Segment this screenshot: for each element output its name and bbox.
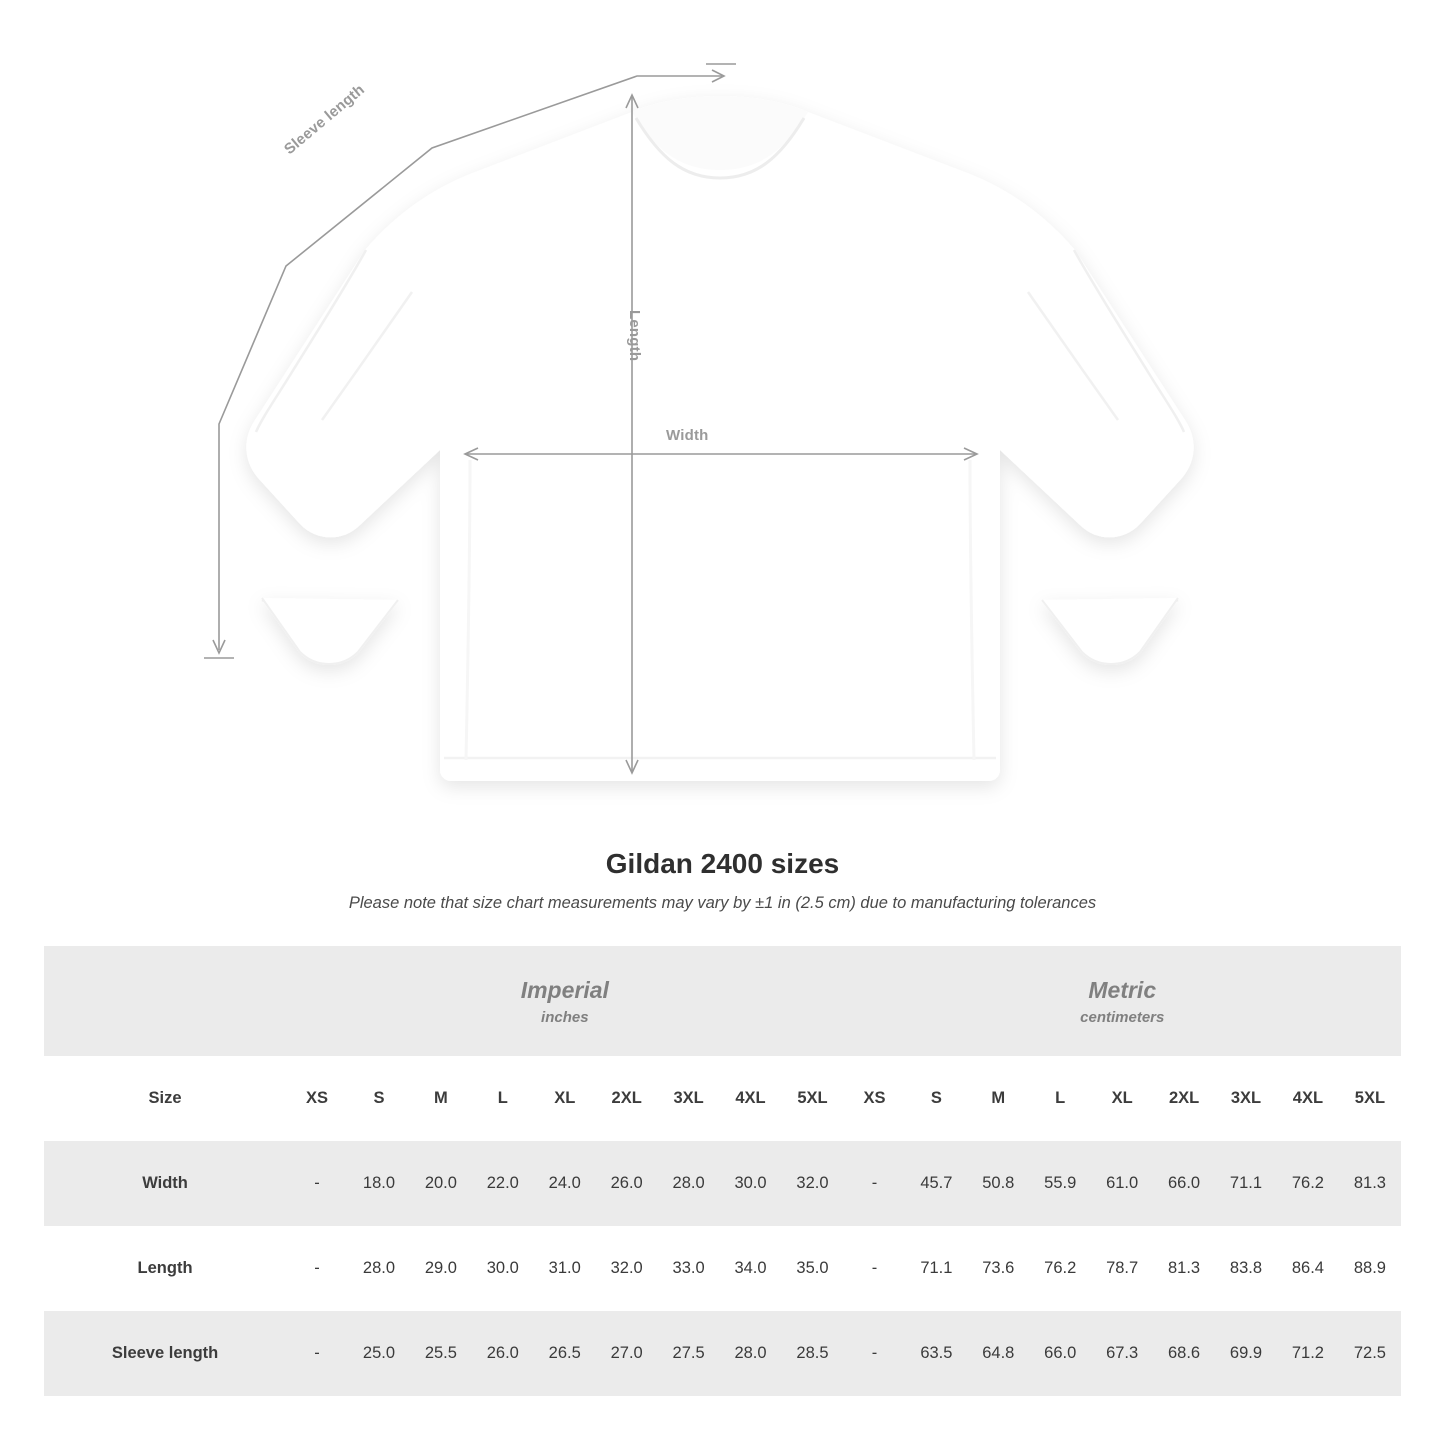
size-col-l-imperial: L	[472, 1056, 534, 1141]
width-dimension-label: Width	[666, 427, 709, 444]
size-col-l-metric: L	[1029, 1056, 1091, 1141]
size-col-m-metric: M	[967, 1056, 1029, 1141]
cell-width-4xl-metric: 76.2	[1277, 1141, 1339, 1226]
unit-header-spacer	[44, 946, 286, 1056]
cell-width-m-metric: 50.8	[967, 1141, 1029, 1226]
cell-width-5xl-imperial: 32.0	[781, 1141, 843, 1226]
cell-length-xl-metric: 78.7	[1091, 1226, 1153, 1311]
cell-width-xl-metric: 61.0	[1091, 1141, 1153, 1226]
cell-width-l-imperial: 22.0	[472, 1141, 534, 1226]
table-row	[44, 1311, 1401, 1396]
cell-length-xs-imperial: -	[286, 1226, 348, 1311]
cell-sleeve-xl-metric: 67.3	[1091, 1311, 1153, 1396]
cell-sleeve-3xl-metric: 69.9	[1215, 1311, 1277, 1396]
size-table-container	[44, 946, 1401, 1396]
table-row	[44, 1141, 1401, 1226]
cell-width-s-metric: 45.7	[905, 1141, 967, 1226]
cell-width-3xl-metric: 71.1	[1215, 1141, 1277, 1226]
cell-length-2xl-metric: 81.3	[1153, 1226, 1215, 1311]
cell-sleeve-l-imperial: 26.0	[472, 1311, 534, 1396]
row-label-sleeve-length: Sleeve length	[44, 1311, 286, 1396]
cell-width-3xl-imperial: 28.0	[658, 1141, 720, 1226]
unit-header-metric	[844, 946, 1402, 1056]
cell-sleeve-xs-imperial: -	[286, 1311, 348, 1396]
size-col-xl-metric: XL	[1091, 1056, 1153, 1141]
unit-sub-metric: centimeters	[1080, 1008, 1165, 1026]
size-row-header: Size	[44, 1056, 286, 1141]
size-chart-table	[44, 946, 1401, 1396]
cell-width-5xl-metric: 81.3	[1339, 1141, 1401, 1226]
cell-sleeve-xs-metric: -	[844, 1311, 906, 1396]
size-col-s-imperial: S	[348, 1056, 410, 1141]
cell-width-2xl-imperial: 26.0	[596, 1141, 658, 1226]
size-col-m-imperial: M	[410, 1056, 472, 1141]
size-header-row	[44, 1056, 1401, 1141]
cell-length-m-metric: 73.6	[967, 1226, 1029, 1311]
cell-length-5xl-imperial: 35.0	[781, 1226, 843, 1311]
unit-header-row	[44, 946, 1401, 1056]
cell-sleeve-s-imperial: 25.0	[348, 1311, 410, 1396]
cell-sleeve-2xl-imperial: 27.0	[596, 1311, 658, 1396]
unit-name-metric: Metric	[1088, 977, 1157, 1004]
cell-length-2xl-imperial: 32.0	[596, 1226, 658, 1311]
row-label-width: Width	[44, 1141, 286, 1226]
cell-width-2xl-metric: 66.0	[1153, 1141, 1215, 1226]
size-col-5xl-metric: 5XL	[1339, 1056, 1401, 1141]
cell-sleeve-5xl-metric: 72.5	[1339, 1311, 1401, 1396]
size-col-s-metric: S	[905, 1056, 967, 1141]
size-col-5xl-imperial: 5XL	[781, 1056, 843, 1141]
cell-length-m-imperial: 29.0	[410, 1226, 472, 1311]
cell-length-4xl-metric: 86.4	[1277, 1226, 1339, 1311]
size-col-xs-imperial: XS	[286, 1056, 348, 1141]
size-col-2xl-metric: 2XL	[1153, 1056, 1215, 1141]
cell-length-xl-imperial: 31.0	[534, 1226, 596, 1311]
cell-sleeve-4xl-metric: 71.2	[1277, 1311, 1339, 1396]
tolerance-note: Please note that size chart measurements may vary by ±1 in (2.5 cm) due to manufacturing tolerances	[348, 894, 1097, 912]
cell-width-xs-imperial: -	[286, 1141, 348, 1226]
table-row	[44, 1226, 1401, 1311]
page-title: Gildan 2400 sizes	[605, 848, 840, 879]
size-col-3xl-metric: 3XL	[1215, 1056, 1277, 1141]
cell-width-4xl-imperial: 30.0	[720, 1141, 782, 1226]
cell-width-m-imperial: 20.0	[410, 1141, 472, 1226]
cell-length-5xl-metric: 88.9	[1339, 1226, 1401, 1311]
size-col-xl-imperial: XL	[534, 1056, 596, 1141]
cell-width-l-metric: 55.9	[1029, 1141, 1091, 1226]
cell-sleeve-4xl-imperial: 28.0	[720, 1311, 782, 1396]
unit-header-imperial	[286, 946, 843, 1056]
size-col-4xl-imperial: 4XL	[720, 1056, 782, 1141]
size-col-4xl-metric: 4XL	[1277, 1056, 1339, 1141]
cell-length-l-imperial: 30.0	[472, 1226, 534, 1311]
cell-sleeve-s-metric: 63.5	[905, 1311, 967, 1396]
cell-length-xs-metric: -	[844, 1226, 906, 1311]
length-dimension-label: Length	[626, 310, 643, 362]
size-col-2xl-imperial: 2XL	[596, 1056, 658, 1141]
size-col-3xl-imperial: 3XL	[658, 1056, 720, 1141]
cell-width-s-imperial: 18.0	[348, 1141, 410, 1226]
cell-sleeve-m-metric: 64.8	[967, 1311, 1029, 1396]
unit-sub-imperial: inches	[541, 1008, 589, 1026]
cell-sleeve-l-metric: 66.0	[1029, 1311, 1091, 1396]
cell-sleeve-xl-imperial: 26.5	[534, 1311, 596, 1396]
cell-sleeve-m-imperial: 25.5	[410, 1311, 472, 1396]
size-col-xs-metric: XS	[844, 1056, 906, 1141]
unit-name-imperial: Imperial	[520, 977, 609, 1004]
cell-width-xl-imperial: 24.0	[534, 1141, 596, 1226]
sleeve-length-dimension-label: Sleeve length	[281, 81, 369, 159]
cell-width-xs-metric: -	[844, 1141, 906, 1226]
garment-shape	[246, 96, 1193, 781]
cell-sleeve-5xl-imperial: 28.5	[781, 1311, 843, 1396]
cell-sleeve-3xl-imperial: 27.5	[658, 1311, 720, 1396]
title-block	[0, 848, 1445, 913]
cell-sleeve-2xl-metric: 68.6	[1153, 1311, 1215, 1396]
cell-length-3xl-imperial: 33.0	[658, 1226, 720, 1311]
cell-length-3xl-metric: 83.8	[1215, 1226, 1277, 1311]
cell-length-l-metric: 76.2	[1029, 1226, 1091, 1311]
cell-length-4xl-imperial: 34.0	[720, 1226, 782, 1311]
row-label-length: Length	[44, 1226, 286, 1311]
cell-length-s-imperial: 28.0	[348, 1226, 410, 1311]
cell-length-s-metric: 71.1	[905, 1226, 967, 1311]
